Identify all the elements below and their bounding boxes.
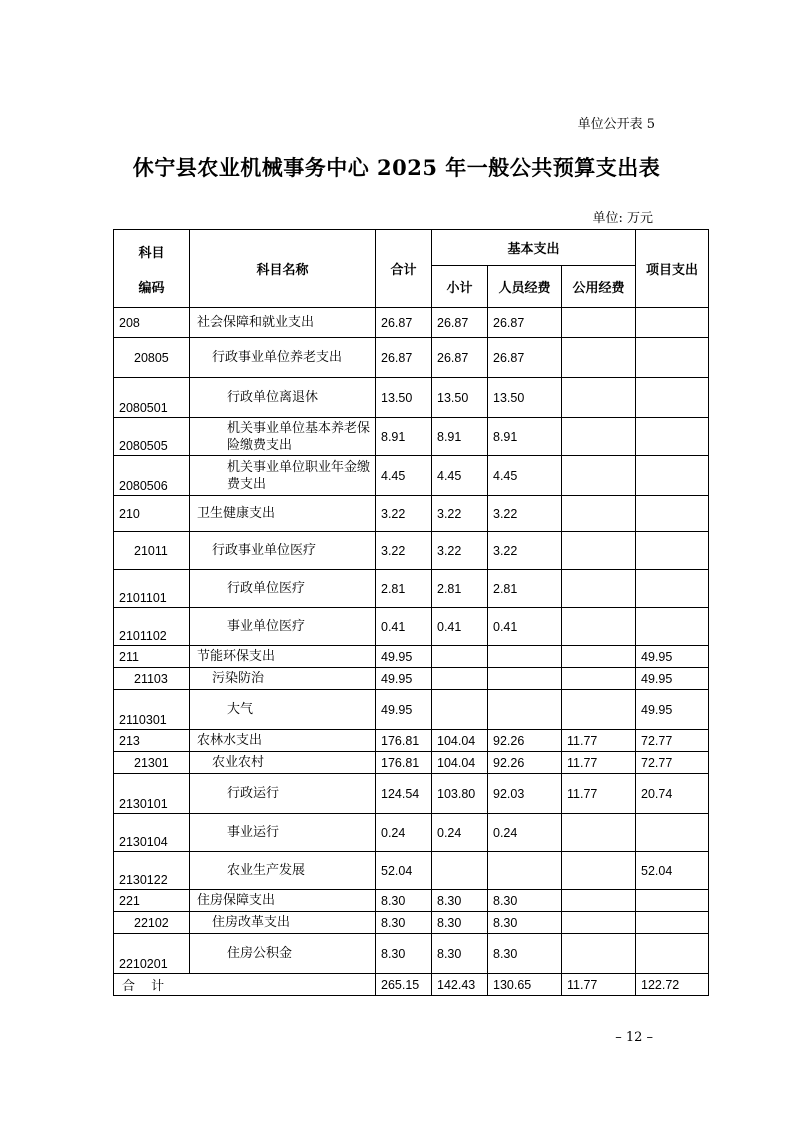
table-row — [114, 690, 709, 730]
row-public — [562, 308, 636, 338]
row-subtotal: 0.24 — [432, 814, 488, 852]
row-subtotal: 8.30 — [432, 890, 488, 912]
row-total: 26.87 — [376, 308, 432, 338]
header-project: 项目支出 — [636, 230, 709, 308]
header-basic: 基本支出 — [432, 230, 636, 266]
row-public — [562, 646, 636, 668]
row-personnel — [488, 646, 562, 668]
row-personnel — [488, 690, 562, 730]
row-project: 49.95 — [636, 690, 709, 730]
row-public — [562, 378, 636, 418]
row-public — [562, 934, 636, 974]
row-code: 20805 — [114, 338, 190, 378]
row-project — [636, 608, 709, 646]
row-name: 大气 — [190, 690, 376, 730]
row-public — [562, 890, 636, 912]
row-name: 卫生健康支出 — [190, 496, 376, 532]
row-total: 8.30 — [376, 890, 432, 912]
table-row — [114, 532, 709, 570]
row-personnel: 3.22 — [488, 532, 562, 570]
row-project — [636, 532, 709, 570]
row-name: 行政运行 — [190, 774, 376, 814]
table-row — [114, 730, 709, 752]
row-name: 行政事业单位医疗 — [190, 532, 376, 570]
row-total: 8.30 — [376, 934, 432, 974]
header-subtotal: 小计 — [432, 266, 488, 308]
row-total: 49.95 — [376, 668, 432, 690]
table-row — [114, 934, 709, 974]
row-name: 社会保障和就业支出 — [190, 308, 376, 338]
row-project — [636, 496, 709, 532]
row-personnel — [488, 668, 562, 690]
row-total: 49.95 — [376, 646, 432, 668]
row-public: 11.77 — [562, 774, 636, 814]
row-code: 2080501 — [114, 378, 190, 418]
row-personnel: 92.03 — [488, 774, 562, 814]
row-code: 2130101 — [114, 774, 190, 814]
total-row-project: 122.72 — [636, 974, 709, 996]
row-project — [636, 338, 709, 378]
row-subtotal: 3.22 — [432, 532, 488, 570]
row-public — [562, 456, 636, 496]
row-name: 住房保障支出 — [190, 890, 376, 912]
row-code: 2080505 — [114, 418, 190, 456]
row-subtotal: 8.91 — [432, 418, 488, 456]
row-subtotal: 3.22 — [432, 496, 488, 532]
row-code: 21011 — [114, 532, 190, 570]
row-subtotal: 0.41 — [432, 608, 488, 646]
row-code: 2210201 — [114, 934, 190, 974]
row-subtotal — [432, 668, 488, 690]
total-row — [114, 974, 709, 996]
row-project — [636, 814, 709, 852]
row-subtotal: 103.80 — [432, 774, 488, 814]
row-code: 211 — [114, 646, 190, 668]
row-name: 住房公积金 — [190, 934, 376, 974]
row-code: 2130104 — [114, 814, 190, 852]
row-public — [562, 570, 636, 608]
row-project — [636, 456, 709, 496]
row-subtotal: 26.87 — [432, 338, 488, 378]
row-code: 2101102 — [114, 608, 190, 646]
row-project — [636, 378, 709, 418]
row-subtotal — [432, 852, 488, 890]
row-personnel: 0.24 — [488, 814, 562, 852]
table-row — [114, 774, 709, 814]
row-code: 2130122 — [114, 852, 190, 890]
row-personnel: 92.26 — [488, 752, 562, 774]
form-number: 单位公开表 5 — [577, 117, 655, 132]
total-row-subtotal: 142.43 — [432, 974, 488, 996]
row-project — [636, 570, 709, 608]
row-name: 行政事业单位养老支出 — [190, 338, 376, 378]
row-personnel — [488, 852, 562, 890]
table-row — [114, 852, 709, 890]
row-personnel: 3.22 — [488, 496, 562, 532]
row-project — [636, 890, 709, 912]
row-name: 机关事业单位基本养老保险缴费支出 — [190, 418, 376, 456]
table-row — [114, 308, 709, 338]
unit-label: 单位: 万元 — [592, 211, 653, 226]
row-subtotal: 4.45 — [432, 456, 488, 496]
page-title: 休宁县农业机械事务中心 2025 年一般公共预算支出表 — [132, 155, 661, 180]
row-name: 事业单位医疗 — [190, 608, 376, 646]
row-code: 2080506 — [114, 456, 190, 496]
row-total: 13.50 — [376, 378, 432, 418]
row-name: 农林水支出 — [190, 730, 376, 752]
row-project: 49.95 — [636, 646, 709, 668]
row-code: 21103 — [114, 668, 190, 690]
row-project: 72.77 — [636, 752, 709, 774]
header-name: 科目名称 — [190, 230, 376, 308]
row-total: 49.95 — [376, 690, 432, 730]
table-row — [114, 496, 709, 532]
row-total: 176.81 — [376, 752, 432, 774]
row-name: 行政单位离退休 — [190, 378, 376, 418]
total-row-label: 合 计 — [114, 974, 376, 996]
row-name: 污染防治 — [190, 668, 376, 690]
table-row — [114, 646, 709, 668]
header-code-bottom: 编码 — [138, 280, 165, 296]
row-subtotal — [432, 646, 488, 668]
row-code: 2101101 — [114, 570, 190, 608]
row-subtotal: 104.04 — [432, 730, 488, 752]
total-row-personnel: 130.65 — [488, 974, 562, 996]
row-public — [562, 814, 636, 852]
row-subtotal: 104.04 — [432, 752, 488, 774]
row-code: 213 — [114, 730, 190, 752]
row-project — [636, 418, 709, 456]
row-total: 124.54 — [376, 774, 432, 814]
row-personnel: 8.91 — [488, 418, 562, 456]
page-number: – 12 – — [615, 1030, 653, 1045]
row-total: 4.45 — [376, 456, 432, 496]
row-total: 176.81 — [376, 730, 432, 752]
row-project — [636, 308, 709, 338]
row-public — [562, 912, 636, 934]
row-public — [562, 668, 636, 690]
row-public: 11.77 — [562, 752, 636, 774]
row-public — [562, 852, 636, 890]
row-public — [562, 690, 636, 730]
row-public — [562, 608, 636, 646]
row-personnel: 13.50 — [488, 378, 562, 418]
table-header — [114, 230, 709, 308]
row-total: 26.87 — [376, 338, 432, 378]
row-public — [562, 532, 636, 570]
row-total: 0.41 — [376, 608, 432, 646]
row-subtotal: 2.81 — [432, 570, 488, 608]
row-public — [562, 496, 636, 532]
row-subtotal: 26.87 — [432, 308, 488, 338]
table-row — [114, 338, 709, 378]
row-personnel: 8.30 — [488, 912, 562, 934]
row-total: 2.81 — [376, 570, 432, 608]
table-row — [114, 668, 709, 690]
table-row — [114, 378, 709, 418]
row-total: 8.30 — [376, 912, 432, 934]
row-project: 49.95 — [636, 668, 709, 690]
row-code: 22102 — [114, 912, 190, 934]
table-row — [114, 456, 709, 496]
row-personnel: 4.45 — [488, 456, 562, 496]
row-total: 0.24 — [376, 814, 432, 852]
table-row — [114, 608, 709, 646]
row-subtotal — [432, 690, 488, 730]
row-project: 52.04 — [636, 852, 709, 890]
row-name: 农业生产发展 — [190, 852, 376, 890]
table-row — [114, 752, 709, 774]
budget-table — [113, 229, 709, 996]
row-code: 2110301 — [114, 690, 190, 730]
row-name: 住房改革支出 — [190, 912, 376, 934]
total-row-public: 11.77 — [562, 974, 636, 996]
row-subtotal: 8.30 — [432, 934, 488, 974]
row-personnel: 8.30 — [488, 890, 562, 912]
row-project: 72.77 — [636, 730, 709, 752]
row-name: 节能环保支出 — [190, 646, 376, 668]
row-personnel: 0.41 — [488, 608, 562, 646]
header-code — [114, 230, 190, 308]
row-public — [562, 338, 636, 378]
table-row — [114, 570, 709, 608]
row-code: 208 — [114, 308, 190, 338]
row-name: 机关事业单位职业年金缴费支出 — [190, 456, 376, 496]
row-public: 11.77 — [562, 730, 636, 752]
row-name: 事业运行 — [190, 814, 376, 852]
row-personnel: 8.30 — [488, 934, 562, 974]
row-personnel: 26.87 — [488, 338, 562, 378]
row-code: 210 — [114, 496, 190, 532]
row-total: 8.91 — [376, 418, 432, 456]
header-personnel: 人员经费 — [488, 266, 562, 308]
header-total: 合计 — [376, 230, 432, 308]
row-total: 52.04 — [376, 852, 432, 890]
row-name: 行政单位医疗 — [190, 570, 376, 608]
total-row-total: 265.15 — [376, 974, 432, 996]
table-row — [114, 890, 709, 912]
header-public: 公用经费 — [562, 266, 636, 308]
row-personnel: 92.26 — [488, 730, 562, 752]
row-subtotal: 13.50 — [432, 378, 488, 418]
row-public — [562, 418, 636, 456]
row-project — [636, 934, 709, 974]
row-name: 农业农村 — [190, 752, 376, 774]
table-row — [114, 814, 709, 852]
row-code: 221 — [114, 890, 190, 912]
table-body — [114, 308, 709, 974]
row-code: 21301 — [114, 752, 190, 774]
row-total: 3.22 — [376, 532, 432, 570]
table-row — [114, 912, 709, 934]
table-row — [114, 418, 709, 456]
row-subtotal: 8.30 — [432, 912, 488, 934]
row-project: 20.74 — [636, 774, 709, 814]
row-total: 3.22 — [376, 496, 432, 532]
row-personnel: 2.81 — [488, 570, 562, 608]
row-personnel: 26.87 — [488, 308, 562, 338]
header-code-top: 科目 — [138, 245, 165, 261]
row-project — [636, 912, 709, 934]
